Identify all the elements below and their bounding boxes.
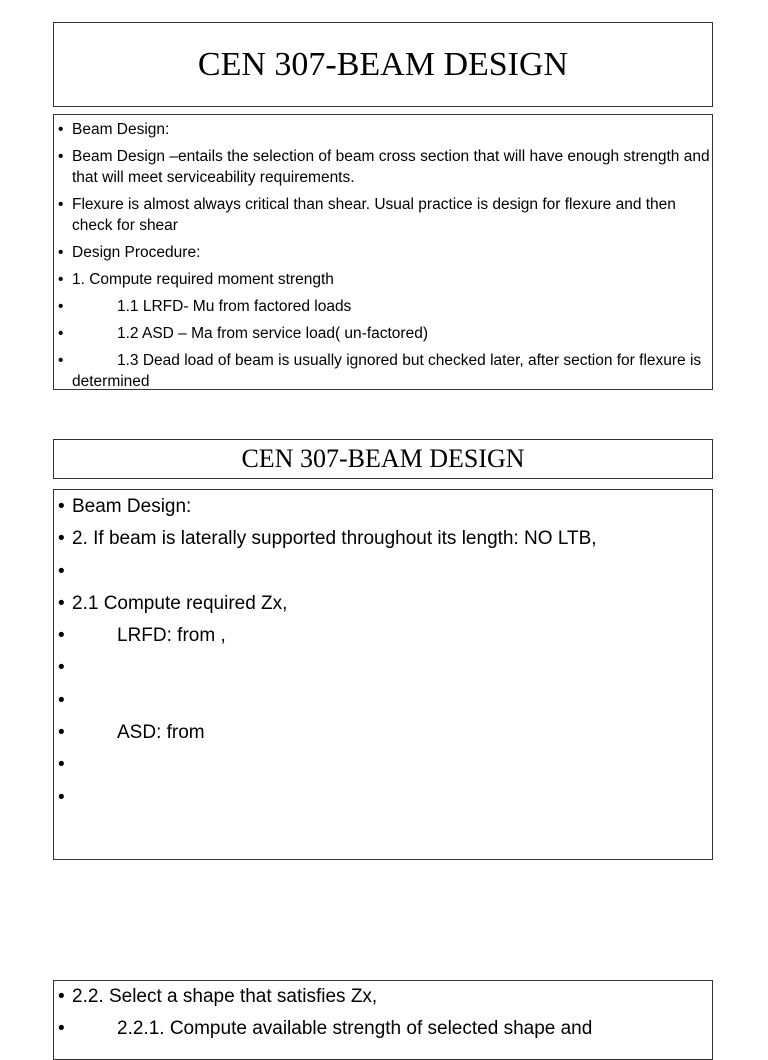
bullet-item <box>54 786 712 818</box>
slide-1-content-box <box>53 114 713 390</box>
slide-2-content-box <box>53 489 713 860</box>
bullet-text: 2.2.1. Compute available strength of selected shape and <box>117 1018 593 1039</box>
bullet-item <box>54 323 712 344</box>
bullet-item: • 1. Compute required moment strength <box>54 269 712 290</box>
bullet-text: LRFD: from , <box>117 625 226 647</box>
bullet-item: • Design Procedure: <box>54 242 712 263</box>
bullet-text: 1.2 ASD – Ma from service load( un-factored) <box>117 325 428 342</box>
bullet-item: • 2.1 Compute required Zx, <box>54 592 712 624</box>
bullet-text: 1.1 LRFD- Mu from factored loads <box>117 298 352 315</box>
bullet-item: • 2.2. Select a shape that satisfies Zx, <box>54 985 712 1017</box>
slide-1-title-box <box>53 22 713 107</box>
slide-1-bullet-list <box>54 115 712 390</box>
bullet-item <box>54 721 712 753</box>
slide-2-title-box <box>53 439 713 479</box>
slide-3-bullet-list <box>54 981 712 1049</box>
bullet-item <box>54 350 712 390</box>
bullet-item: • Beam Design: <box>54 119 712 140</box>
bullet-item <box>54 656 712 688</box>
bullet-item <box>54 624 712 656</box>
bullet-item: • Beam Design –entails the selection of beam cross section that will have enough strength and that will meet serviceability requirements. <box>54 146 712 188</box>
slide-2-title: CEN 307-BEAM DESIGN <box>241 444 525 473</box>
bullet-item: • Flexure is almost always critical than shear. Usual practice is design for flexure and then check for shear <box>54 194 712 236</box>
bullet-text: ASD: from <box>117 722 205 744</box>
bullet-item <box>54 560 712 592</box>
bullet-item: • 2. If beam is laterally supported throughout its length: NO LTB, <box>54 527 712 559</box>
bullet-text: 1.3 Dead load of beam is usually ignored but checked later, after section for flexure is determined <box>72 352 702 390</box>
bullet-item <box>54 1017 712 1049</box>
bullet-item: • Beam Design: <box>54 495 712 527</box>
bullet-item <box>54 296 712 317</box>
bullet-item <box>54 689 712 721</box>
bullet-item <box>54 753 712 785</box>
slide-2-bullet-list <box>54 490 712 818</box>
slide-3-content-box <box>53 980 713 1060</box>
slide-1-title: CEN 307-BEAM DESIGN <box>197 45 569 83</box>
